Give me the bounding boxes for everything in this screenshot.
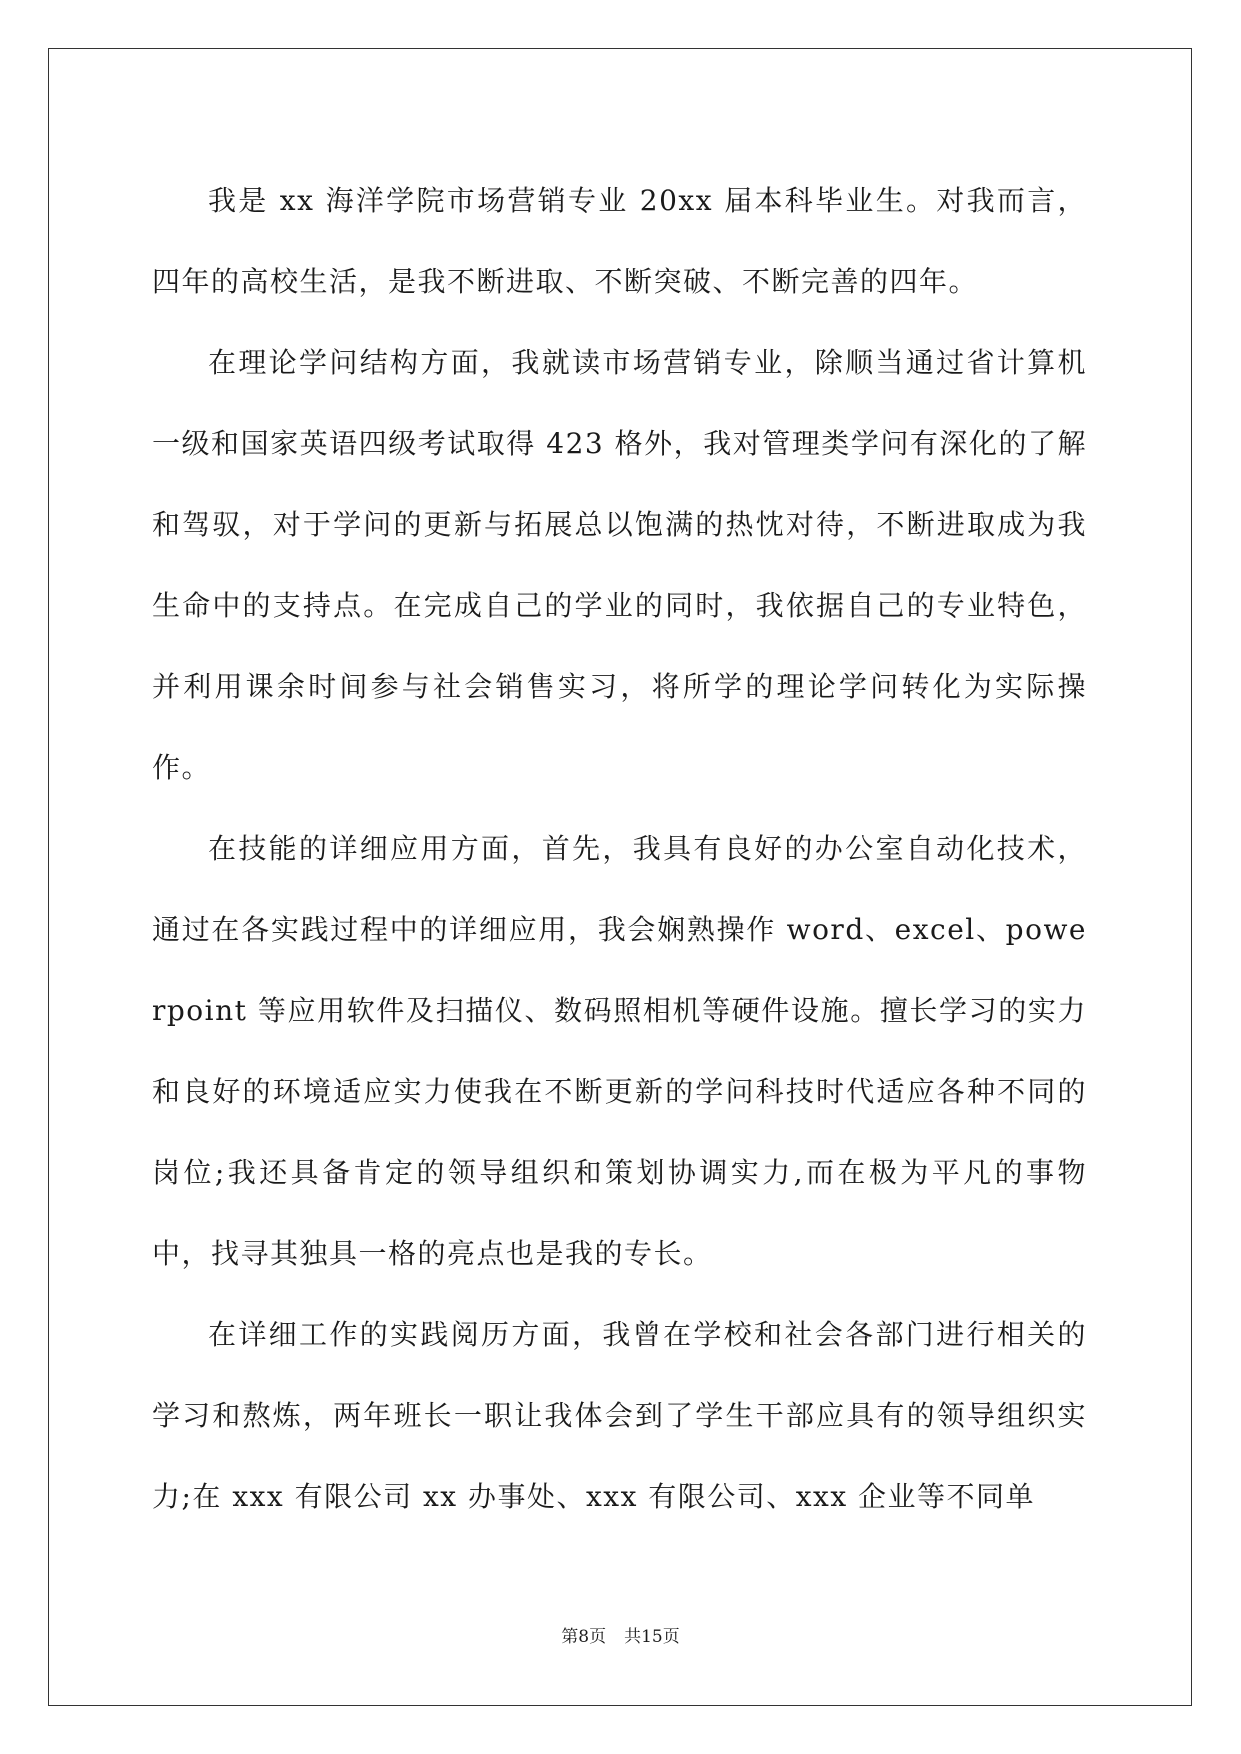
paragraph-skills: 在技能的详细应用方面，首先，我具有良好的办公室自动化技术，通过在各实践过程中的详细应用，我会娴熟操作 word、excel、powerpoint 等应用软件及扫描仪、数码照相机等硬件设施。擅长学习的实力和良好的环境适应实力使我在不断更新的学问科技时代适应各种不同的岗位;我还具备肯定的领导组织和策划协调实力,而在极为平凡的事物中，找寻其独具一格的亮点也是我的专长。 [152,832,1087,1270]
paragraph-work-experience: 在详细工作的实践阅历方面，我曾在学校和社会各部门进行相关的学习和熬炼，两年班长一职让我体会到了学生干部应具有的领导组织实力;在 xxx 有限公司 xx 办事处、xxx 有限公司、xxx 企业等不同单 [152,1318,1087,1513]
document-body [152,160,1087,1537]
paragraph-intro: 我是 xx 海洋学院市场营销专业 20xx 届本科毕业生。对我而言，四年的高校生活，是我不断进取、不断突破、不断完善的四年。 [152,184,1087,298]
page-footer [0,1622,1241,1647]
total-pages: 共15页 [624,1627,680,1647]
page-number: 第8页 [561,1627,607,1647]
paragraph-theory-knowledge: 在理论学问结构方面，我就读市场营销专业，除顺当通过省计算机一级和国家英语四级考试取得 423 格外，我对管理类学问有深化的了解和驾驭，对于学问的更新与拓展总以饱满的热忱对待，不断进取成为我生命中的支持点。在完成自己的学业的同时，我依据自己的专业特色，并利用课余时间参与社会销售实习，将所学的理论学问转化为实际操作。 [152,346,1087,784]
